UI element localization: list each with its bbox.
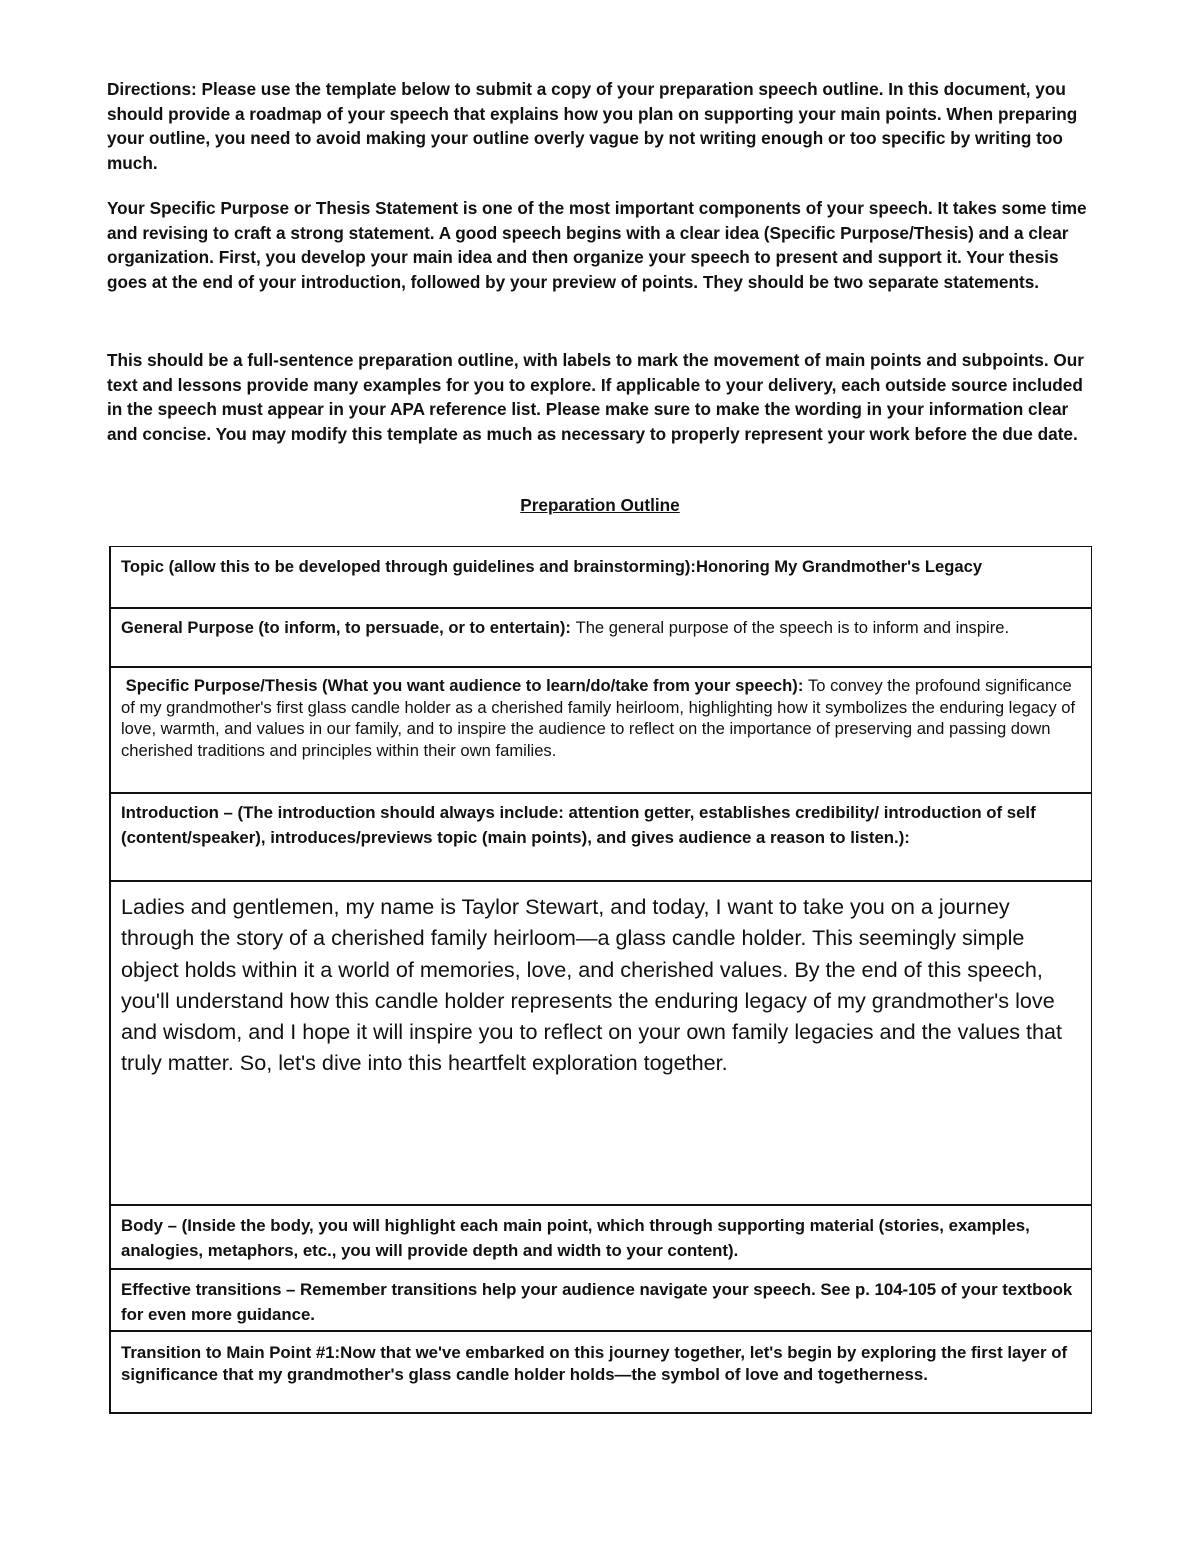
body-row [111,1206,1092,1270]
effective-transitions-row [111,1270,1092,1332]
specific-purpose-row [111,668,1092,794]
introduction-label-row [111,794,1092,882]
directions-paragraph: Directions: Please use the template below to submit a copy of your preparation speech outline. In this document, you should provide a roadmap of your speech that explains how you plan on supporting your main points. When preparing your outline, you need to avoid making your outline overly vague by not writing enough or too specific by writing too much. [107,79,1078,173]
introduction-text-row [111,882,1092,1206]
general-purpose-label: General Purpose (to inform, to persuade, or to entertain): [121,618,571,637]
general-purpose-row [111,609,1092,668]
specific-purpose-label: Specific Purpose/Thesis (What you want audience to learn/do/take from your speech): [125,676,804,695]
introduction-text: Ladies and gentlemen, my name is Taylor Stewart, and today, I want to take you on a journey through the story of a cherished family heirloom—a glass candle holder. This seemingly simple object holds within it a world of memories, love, and cherished values. By the end of this speech, you'll understand how this candle holder represents the enduring legacy of my grandmother's love and wisdom, and I hope it will inspire you to reflect on your own family legacies and the values that truly matter. So, let's dive into this heartfelt exploration together. [121,894,1063,1076]
thesis-guidance-paragraph: Your Specific Purpose or Thesis Statement is one of the most important components of your speech. It takes some time and revising to craft a strong statement. A good speech begins with a clear idea (Specific Purpose/Thesis) and a clear organization. First, you develop your main idea and then organize your speech to present and support it. Your thesis goes at the end of your introduction, followed by your preview of points. They should be two separate statements. [107,198,1087,292]
outline-table [109,546,1092,1414]
topic-value: Honoring My Grandmother's Legacy [695,557,983,576]
outline-heading: Preparation Outline [520,495,680,515]
topic-row [111,546,1092,609]
outline-guidance-paragraph: This should be a full-sentence preparation outline, with labels to mark the movement of main points and subpoints. Our text and lessons provide many examples for you to explore. If applicable to your delivery, each outside source included in the speech must appear in your APA reference list. Please make sure to make the wording in your information clear and concise. You may modify this template as much as necessary to properly represent your work before the due date. [107,350,1084,444]
transition-main-point-1-row [111,1332,1092,1414]
specific-purpose-value: To convey the profound significance of my grandmother's first glass candle holder as a cherished family heirloom, highlighting how it symbolizes the enduring legacy of love, warmth, and values in our family, and to inspire the audience to reflect on the importance of preserving and passing down cherished traditions and principles within their own families. [121,676,1076,760]
transition-main-point-1-label: Transition to Main Point #1: [121,1343,341,1362]
effective-transitions-label: Effective transitions – Remember transitions help your audience navigate your speech. See p. 104-105 of your textbook for even more guidance. [121,1280,1073,1324]
introduction-label: Introduction – (The introduction should always include: attention getter, establishes credibility/ introduction of self (content/speaker), introduces/previews topic (main points), and gives audience a reason to listen.): [121,803,1036,847]
topic-label: Topic (allow this to be developed through guidelines and brainstorming): [121,557,696,576]
body-label: Body – (Inside the body, you will highlight each main point, which through supporting material (stories, examples, analogies, metaphors, etc., you will provide depth and width to your content). [121,1216,1030,1260]
transition-main-point-1-value: Now that we've embarked on this journey together, let's begin by exploring the first layer of significance that my grandmother's glass candle holder holds—the symbol of love and togetherness. [121,1343,1068,1384]
general-purpose-value: The general purpose of the speech is to inform and inspire. [575,618,1010,637]
